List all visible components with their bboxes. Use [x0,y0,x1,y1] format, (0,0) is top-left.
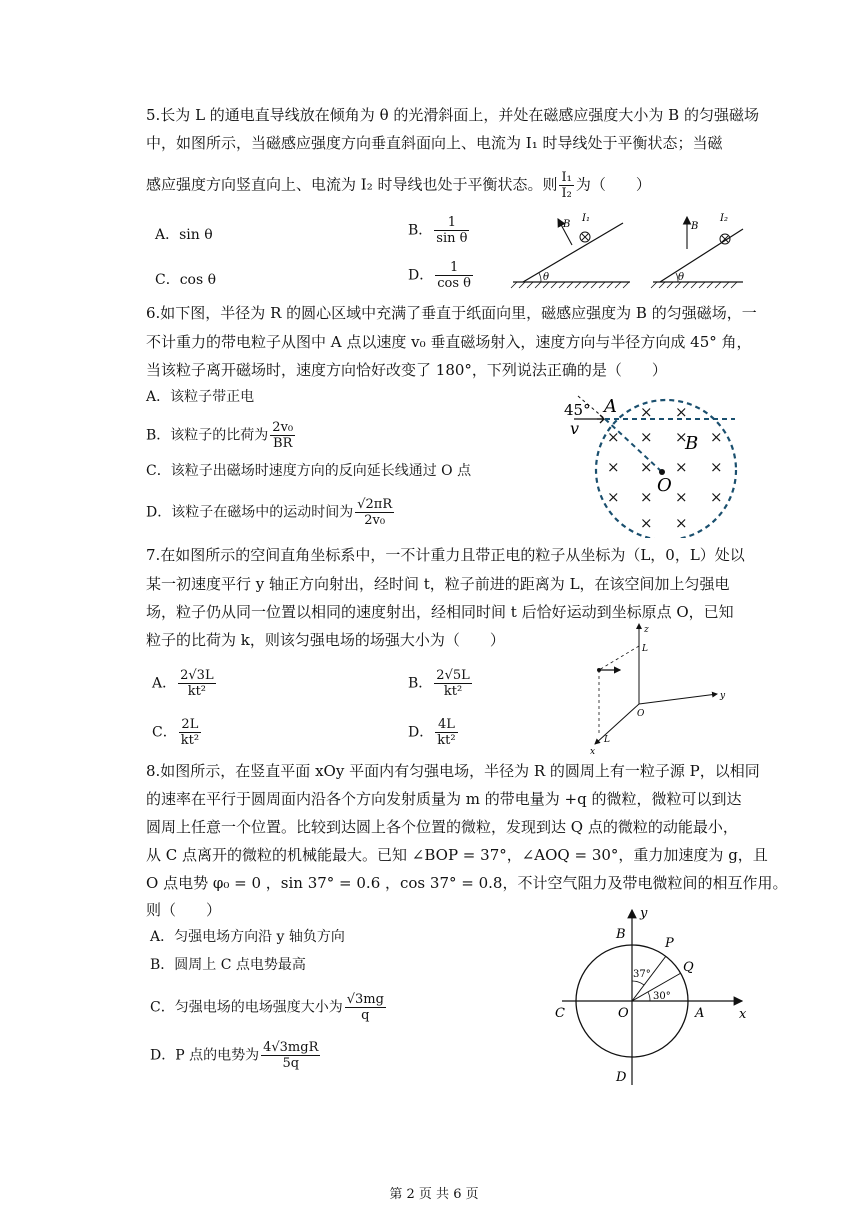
q8-option-c[interactable]: C．匀强电场的电场强度大小为 $\frac{√3mg}{q}$ [150,992,384,1023]
q7-line-4: 粒子的比荷为 k，则该匀强电场的场强大小为（ ） [146,631,505,649]
q5-option-c[interactable]: C．cos θ [155,272,217,288]
q5-ratio: $\frac{\text{I₁}}{\text{I₂}}$ [561,170,572,201]
q6-option-d[interactable]: D．该粒子在磁场中的运动时间为 $\frac{√2\pi R}{\text{2v₀}}$ [146,497,393,528]
q8-line-5: O 点电势 φ₀ = 0 ，sin 37° = 0.6 ，cos 37° = 0.8，不计空气阻力及带电微粒间的相互作用。 [146,874,788,892]
q6-line-3: 当该粒子离开磁场时，速度方向恰好改变了 180°，下列说法正确的是（ ） [146,361,667,379]
q6-line-2: 不计重力的带电粒子从图中 A 点以速度 v₀ 垂直磁场射入，速度方向与半径方向成 45° 角， [146,333,752,351]
y-axis [639,694,717,704]
q7-y-label: y [720,691,726,701]
svg-text:×: × [675,458,688,476]
q6-point-o-label: O [657,475,672,496]
svg-text:×: × [675,428,688,446]
q8-line-1: 8.如图所示，在竖直平面 xOy 平面内有匀强电场，半径为 R 的圆周上有一粒子源 P，以相同 [146,762,760,780]
q6-option-b[interactable]: B．该粒子的比荷为 $\frac{\text{2v₀}}{BR}$ [146,420,294,451]
q7-z-label: z [644,625,649,635]
q6-line-1: 6.如下图，半径为 R 的圆心区域中充满了垂直于纸面向里，磁感应强度为 B 的匀强磁场，一 [146,304,757,322]
q5-line-2: 中，如图所示，当磁感应强度方向垂直斜面向上、电流为 I₁ 时导线处于平衡状态；当磁 [146,134,723,152]
q6-option-a[interactable]: A．该粒子带正电 [146,389,255,405]
q6-v-label: v [570,419,580,438]
svg-text:×: × [640,488,653,506]
q5-option-a[interactable]: A．sin θ [155,227,213,243]
q8-point-p-label: P [665,936,674,951]
q5-option-d[interactable]: D． $\frac{1}{\text{cos θ}}$ [408,260,471,291]
q8-circle-figure [552,900,757,1090]
q7-option-b[interactable]: B． $\frac{2√5L}{\text{kt²}}$ [408,668,470,699]
q7-line-2: 某一初速度平行 y 轴正方向射出，经时间 t，粒子前进的距离为 L，在该空间加上匀强电 [146,575,730,593]
q8-point-d-label: D [616,1070,627,1085]
q7-l-label-z: L [642,644,648,654]
q6-option-c[interactable]: C．该粒子出磁场时速度方向的反向延长线通过 O 点 [146,463,472,479]
svg-text:×: × [640,514,653,532]
svg-text:×: × [607,458,620,476]
q8-option-d[interactable]: D．P 点的电势为 $\frac{\text{4√3mgR}}{5q}$ [150,1040,319,1071]
q7-x-label: x [590,747,596,757]
q5-i2-label: I₂ [720,213,728,224]
q8-point-q-label: Q [683,960,694,975]
q6-angle-label: 45° [564,401,591,419]
q8-point-c-label: C [555,1006,565,1021]
q8-line-4: 从 C 点离开的微粒的机械能最大。已知 ∠BOP = 37°，∠AOQ = 30°，重力加速度为 g，且 [146,846,768,864]
svg-text:×: × [675,403,688,421]
q7-coordinate-figure [582,618,732,758]
q7-line-1: 7.在如图所示的空间直角坐标系中，一不计重力且带正电的粒子从坐标为（L，0，L）处以 [146,546,745,564]
svg-text:×: × [607,428,620,446]
svg-text:×: × [640,403,653,421]
q5-i1-label: I₁ [582,213,590,224]
q5-theta-label-left: θ [543,272,550,283]
q7-option-d[interactable]: D． $\frac{4L}{\text{kt²}}$ [408,717,456,748]
q7-line-3: 场，粒子仍从同一位置以相同的速度射出，经相同时间 t 后恰好运动到坐标原点 O，已知 [146,603,734,621]
q8-y-label: y [640,906,648,921]
page-number: 第 2 页 共 6 页 [389,1187,479,1202]
particle-dot [597,668,601,672]
q6-point-b-label: B [685,433,699,454]
q5-b-label-left: B [563,219,571,230]
svg-text:×: × [710,458,723,476]
q8-angle-30-label: 30° [653,991,671,1002]
velocity-arrow-icon [597,415,604,423]
q8-angle-37-label: 37° [633,969,651,980]
svg-text:×: × [710,428,723,446]
q5-theta-label-right: θ [678,272,685,283]
q8-option-b[interactable]: B．圆周上 C 点电势最高 [150,957,306,973]
field-crosses [607,403,723,532]
q5-option-b[interactable]: B． $\frac{1}{\text{sin θ}}$ [408,215,468,246]
svg-text:×: × [675,488,688,506]
q8-option-a[interactable]: A．匀强电场方向沿 y 轴负方向 [150,929,345,945]
q7-option-c[interactable]: C． $\frac{2L}{\text{kt²}}$ [152,717,200,748]
q8-line-6: 则（ ） [146,901,222,919]
q7-option-a[interactable]: A． $\frac{2√3L}{\text{kt²}}$ [152,668,214,699]
svg-text:×: × [710,488,723,506]
q7-l-label-x: L [604,735,610,745]
q5-b-label-right: B [691,221,699,232]
x-axis [595,704,639,744]
ground-hatch-right [651,282,737,288]
q8-point-b-label: B [616,927,626,942]
q8-point-a-label: A [695,1006,705,1021]
q6-point-a-label: A [604,396,617,417]
svg-text:×: × [640,428,653,446]
svg-text:×: × [675,514,688,532]
q8-point-o-label: O [618,1006,629,1021]
q6-magnetic-field-figure [560,388,745,538]
svg-text:×: × [607,488,620,506]
svg-text:×: × [640,458,653,476]
ground-hatch-left [511,282,629,288]
q5-incline-figure [505,205,745,295]
q5-line-1: 5.长为 L 的通电直导线放在倾角为 θ 的光滑斜面上，并处在磁感应强度大小为 B 的匀强磁场 [146,106,759,124]
q8-line-3: 圆周上任意一个位置。比较到达圆上各个位置的微粒，发现到达 Q 点的微粒的动能最小， [146,818,738,836]
q8-x-label: x [739,1007,747,1022]
q8-line-2: 的速率在平行于圆周面内沿各个方向发射质量为 m 的带电量为 +q 的微粒，微粒可以到达 [146,790,742,808]
q5-line-3: 感应强度方向竖直向上、电流为 I₂ 时导线也处于平衡状态。则 $\frac{\text{I₁}}{\text{I₂}}$ 为（ ） [146,170,651,201]
q7-o-label: O [637,709,645,719]
